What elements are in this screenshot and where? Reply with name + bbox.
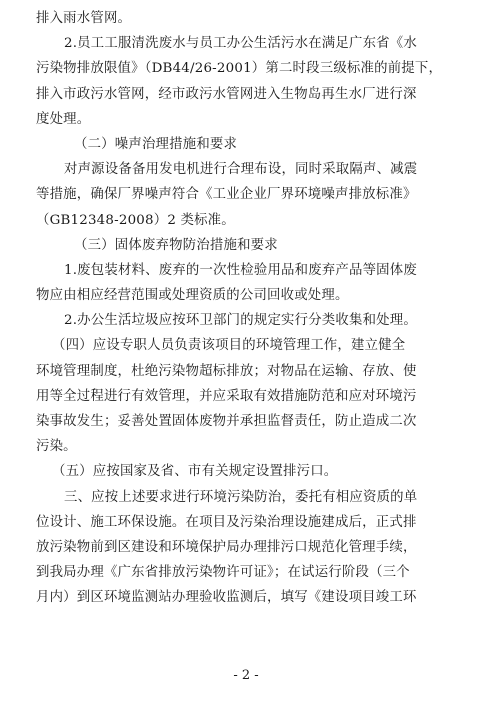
text-line: 污染。 xyxy=(36,439,77,455)
text-line: 度处理。 xyxy=(36,111,91,127)
text-line: 染事故发生；妥善处置固体废物并承担监督责任，防止造成二次 xyxy=(36,414,417,429)
text-line: （GB12348-2008）2 类标准。 xyxy=(36,212,235,228)
text-line: 到我局办理《广东省排放污染物许可证》；在试运行阶段（三个 xyxy=(36,565,410,581)
text-line: 月内）到区环境监测站办理验收监测后，填写《建设项目竣工环 xyxy=(36,590,417,606)
section-heading: （二）噪声治理措施和要求 xyxy=(74,136,238,152)
text-line: 排入雨水管网。 xyxy=(36,11,132,26)
page-number: - 2 - xyxy=(233,668,259,683)
text-line: 等措施，确保厂界噪声符合《工业企业厂界环境噪声排放标准》 xyxy=(36,187,417,203)
text-line: 对声源设备备用发电机进行合理布设，同时采取隔声、减震 xyxy=(64,162,418,178)
text-line: （五）应按国家及省、市有关规定设置排污口。 xyxy=(52,464,338,480)
text-line: 放污染物前到区建设和环境保护局办理排污口规范化管理手续， xyxy=(36,539,417,555)
text-line: 位设计、施工环保设施。在项目及污染治理设施建成后，正式排 xyxy=(36,514,417,530)
text-line: 1.废包装材料、废弃的一次性检验用品和废弃产品等固体废 xyxy=(64,262,417,278)
text-line: （四）应设专职人员负责该项目的环境管理工作，建立健全 xyxy=(52,338,406,354)
section-heading: （三）固体废弃物防治措施和要求 xyxy=(74,237,278,253)
text-line: 用等全过程进行有效管理，并应采取有效措施防范和应对环境污 xyxy=(36,388,417,404)
text-line: 排入市政污水管网，经市政污水管网进入生物岛再生水厂进行深 xyxy=(36,86,417,102)
document-body xyxy=(36,6,462,611)
text-line: 三、应按上述要求进行环境污染防治，委托有相应资质的单 xyxy=(64,489,418,505)
text-line: 2.员工工服清洗废水与员工办公生活污水在满足广东省《水 xyxy=(64,36,417,52)
text-line: 污染物排放限值》（DB44/26-2001）第二时段三级标准的前提下， xyxy=(36,61,443,77)
text-line: 环境管理制度，杜绝污染物超标排放；对物品在运输、存放、使 xyxy=(36,363,417,379)
text-line: 2.办公生活垃圾应按环卫部门的规定实行分类收集和处理。 xyxy=(64,313,417,329)
text-line: 物应由相应经营范围或处理资质的公司回收或处理。 xyxy=(36,288,349,304)
